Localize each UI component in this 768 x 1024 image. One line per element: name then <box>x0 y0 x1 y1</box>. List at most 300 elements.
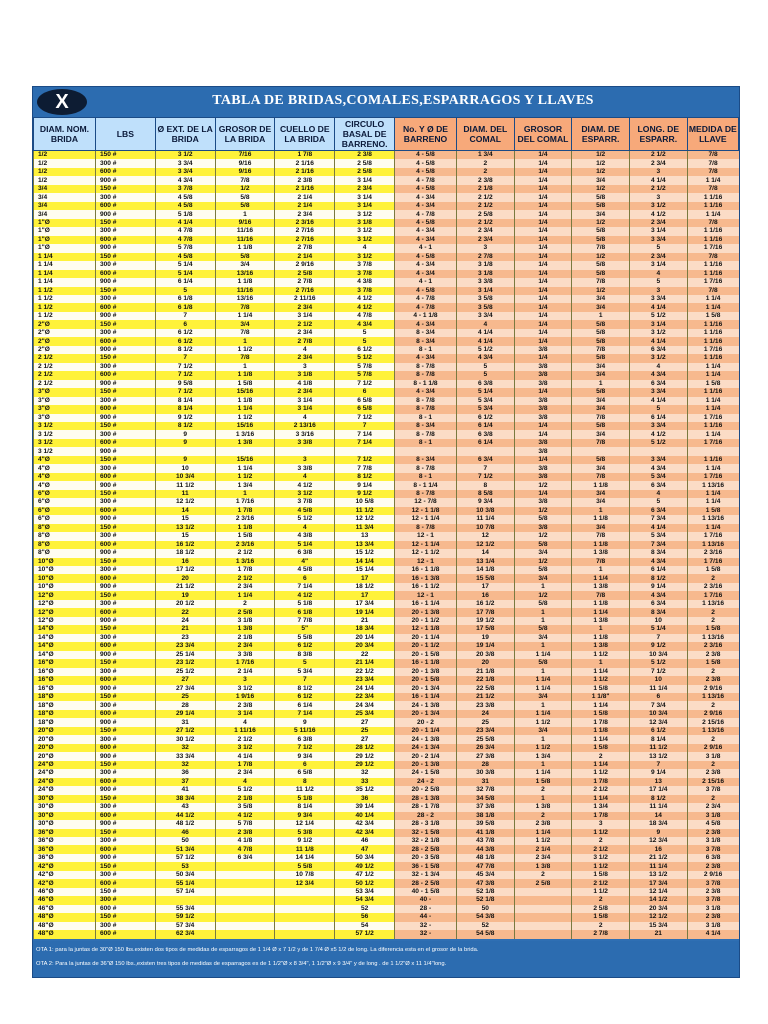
table-cell: 11/16 <box>215 287 275 295</box>
table-cell: 24"Ø <box>34 778 96 786</box>
table-cell: 1/4 <box>514 219 572 227</box>
table-cell: 1 1/4 <box>687 210 738 218</box>
table-cell: 17 3/4 <box>335 600 395 608</box>
table-cell <box>629 447 687 455</box>
table-cell: 600 # <box>95 642 155 650</box>
table-cell: 28 <box>155 701 215 709</box>
table-cell: 2 15/16 <box>687 718 738 726</box>
table-cell: 3 3/4 <box>155 168 215 176</box>
table-cell: 6 1/2 <box>275 693 335 701</box>
table-cell: 14 1/4 <box>335 558 395 566</box>
table-cell: 1 1/16 <box>687 236 738 244</box>
table-cell: 9 1/4 <box>629 769 687 777</box>
table-cell: 35 1/2 <box>335 786 395 794</box>
table-cell: 4 - 3/4 <box>395 261 457 269</box>
table-cell: 4 1/2 <box>335 295 395 303</box>
table-cell: 30"Ø <box>34 820 96 828</box>
table-cell: 3/8 <box>514 371 572 379</box>
table-cell: 1/4 <box>514 168 572 176</box>
table-cell: 1 1/2 <box>34 312 96 320</box>
table-cell: 2 1/16 <box>275 159 335 167</box>
table-cell: 2 3/4 <box>275 388 335 396</box>
table-cell: 5 7/8 <box>335 371 395 379</box>
table-cell: 18 1/2 <box>155 549 215 557</box>
table-cell: 9 3/4 <box>456 498 514 506</box>
table-cell: 1 1/4 <box>215 464 275 472</box>
table-cell: 6 5/8 <box>275 769 335 777</box>
table-cell: 1 <box>514 701 572 709</box>
table-cell: 1 1/8 <box>572 541 630 549</box>
table-cell: 900 # <box>95 651 155 659</box>
table-cell: 4 3/4 <box>629 591 687 599</box>
table-cell: 3 1/4 <box>335 193 395 201</box>
table-cell: 3 1/2 <box>34 430 96 438</box>
table-cell: 9 1/4 <box>335 481 395 489</box>
table-cell: 22 3/4 <box>335 693 395 701</box>
table-cell: 1 13/16 <box>687 634 738 642</box>
table-row <box>34 244 739 252</box>
table-cell: 2 1/2 <box>34 363 96 371</box>
table-cell: 2 9/16 <box>275 261 335 269</box>
table-cell: 8 - 7/8 <box>395 405 457 413</box>
table-cell: 3 7/8 <box>335 270 395 278</box>
table-row <box>34 151 739 160</box>
table-cell: 20 - 2 <box>395 718 457 726</box>
table-cell: 1/4 <box>514 176 572 184</box>
table-cell: 8 1/4 <box>155 397 215 405</box>
table-cell: 1 1/2 <box>572 676 630 684</box>
table-cell: 1 <box>215 490 275 498</box>
table-row <box>34 227 739 235</box>
table-cell: 600 # <box>95 541 155 549</box>
table-cell: 4 - 7/8 <box>395 176 457 184</box>
table-cell: 25 <box>155 693 215 701</box>
table-cell: 54 3/8 <box>456 913 514 921</box>
table-cell: 300 # <box>95 769 155 777</box>
table-cell: 6"Ø <box>34 490 96 498</box>
table-cell: 23 3/8 <box>456 701 514 709</box>
table-row <box>34 295 739 303</box>
table-cell: 18 3/4 <box>629 820 687 828</box>
table-cell: 2 <box>456 168 514 176</box>
table-cell: 2 1/4 <box>275 193 335 201</box>
table-cell: 3/4 <box>514 693 572 701</box>
table-cell: 300 # <box>95 329 155 337</box>
table-cell: 3 1/8 <box>335 219 395 227</box>
table-cell: 600 # <box>95 405 155 413</box>
table-cell: 39 1/4 <box>335 803 395 811</box>
table-cell: 1 1/4 <box>572 701 630 709</box>
table-cell: 2 3/4 <box>275 303 335 311</box>
table-cell: 14 1/4 <box>275 854 335 862</box>
table-cell: 4 - 5/8 <box>395 185 457 193</box>
table-cell: 1 7/8 <box>572 812 630 820</box>
table-cell: 1 1/4 <box>687 295 738 303</box>
table-cell: 20 - 1 3/4 <box>395 710 457 718</box>
table-cell: 10 3/4 <box>629 710 687 718</box>
table-cell: 8 <box>456 481 514 489</box>
header-stud-diam: DIAM. DE ESPARR. <box>572 118 630 151</box>
table-cell: 900 # <box>95 210 155 218</box>
table-cell: 600 # <box>95 202 155 210</box>
table-cell: 5/8 <box>514 625 572 633</box>
table-cell: 2 3/4 <box>456 227 514 235</box>
table-cell: 3 3/8 <box>456 278 514 286</box>
table-cell: 3 <box>629 287 687 295</box>
table-cell <box>514 896 572 904</box>
table-cell: 3 <box>572 820 630 828</box>
table-cell <box>155 447 215 455</box>
table-cell: 2 3/4 <box>629 219 687 227</box>
table-cell: 8 1/2 <box>275 685 335 693</box>
table-cell <box>275 896 335 904</box>
table-cell: 5/8 <box>572 227 630 235</box>
table-cell: 5 <box>155 287 215 295</box>
table-cell: 1/4 <box>514 388 572 396</box>
table-cell: 2 3/8 <box>687 676 738 684</box>
table-cell: 1 <box>215 210 275 218</box>
table-cell: 27 <box>335 718 395 726</box>
table-cell: 17 1/4 <box>629 786 687 794</box>
table-cell: 52 1/8 <box>456 888 514 896</box>
table-cell: 300 # <box>95 464 155 472</box>
table-cell: 21 <box>155 625 215 633</box>
table-cell: 4" <box>275 558 335 566</box>
table-cell: 1 1/4 <box>572 735 630 743</box>
table-cell: 12"Ø <box>34 591 96 599</box>
table-cell: 2 3/4 <box>629 159 687 167</box>
table-cell: 2 1/2 <box>629 151 687 160</box>
table-row <box>34 862 739 870</box>
table-cell: 5 3/4 <box>275 668 335 676</box>
table-cell: 24 - 1 3/8 <box>395 735 457 743</box>
table-cell: 13 <box>335 532 395 540</box>
table-cell: 600 # <box>95 812 155 820</box>
table-cell: 11 1/2 <box>275 786 335 794</box>
table-cell: 1/4 <box>514 236 572 244</box>
table-cell: 1 1/2 <box>34 287 96 295</box>
table-cell: 600 # <box>95 303 155 311</box>
table-cell: 16"Ø <box>34 676 96 684</box>
table-cell: 36 - 1 5/8 <box>395 862 457 870</box>
table-cell: 300 # <box>95 261 155 269</box>
table-cell: 12 1/2 <box>456 541 514 549</box>
table-cell: 3 1/8 <box>456 261 514 269</box>
table-cell: 12"Ø <box>34 600 96 608</box>
table-cell: 7 1/2 <box>155 363 215 371</box>
table-row <box>34 854 739 862</box>
table-cell: 15/16 <box>215 422 275 430</box>
table-cell: 49 1/2 <box>335 862 395 870</box>
table-cell: 42 3/4 <box>335 820 395 828</box>
table-cell: 34 5/8 <box>456 795 514 803</box>
table-cell: 23 1/2 <box>155 659 215 667</box>
table-row <box>34 837 739 845</box>
table-cell: 22 1/2 <box>335 668 395 676</box>
table-cell: 25 <box>456 718 514 726</box>
table-cell: 2 7/16 <box>275 227 335 235</box>
table-row <box>34 549 739 557</box>
table-row <box>34 481 739 489</box>
table-row <box>34 913 739 921</box>
table-cell: 1 1/4 <box>514 651 572 659</box>
table-cell: 16"Ø <box>34 685 96 693</box>
table-cell: 10 7/8 <box>275 871 335 879</box>
table-cell: 900 # <box>95 176 155 184</box>
table-cell: 48"Ø <box>34 930 96 938</box>
table-cell: 9 1/2 <box>335 490 395 498</box>
table-cell: 2 3/4 <box>275 329 335 337</box>
table-cell: 42 3/4 <box>335 829 395 837</box>
table-cell: 2 <box>572 837 630 845</box>
table-cell: 1 1/4 <box>215 312 275 320</box>
table-cell: 7 1/2 <box>335 456 395 464</box>
table-cell: 2 3/4 <box>215 583 275 591</box>
table-cell: 3 3/4 <box>629 422 687 430</box>
table-cell: 52 <box>456 922 514 930</box>
table-cell: 2 5/8 <box>335 159 395 167</box>
table-cell: 1 13/16 <box>687 515 738 523</box>
table-cell: 1/4 <box>514 193 572 201</box>
table-cell: 3 1/8 <box>456 270 514 278</box>
table-cell: 300 # <box>95 363 155 371</box>
table-row <box>34 803 739 811</box>
table-cell: 4 <box>456 320 514 328</box>
table-cell: 7 1/2 <box>335 414 395 422</box>
table-cell: 3 1/4 <box>335 202 395 210</box>
table-cell: 1 3/8 <box>215 625 275 633</box>
table-cell: 1/4 <box>514 456 572 464</box>
table-cell <box>514 913 572 921</box>
flange-table <box>33 117 739 939</box>
table-cell: 4 <box>629 270 687 278</box>
table-cell: 2 3/8 <box>456 176 514 184</box>
table-cell: 1/4 <box>514 185 572 193</box>
table-cell: 16 - 1 1/2 <box>395 583 457 591</box>
table-cell: 13 3/4 <box>335 541 395 549</box>
logo-icon: X <box>37 89 87 115</box>
table-cell: 3 7/8 <box>275 498 335 506</box>
table-cell: 4 1/2 <box>275 591 335 599</box>
table-cell: 600 # <box>95 168 155 176</box>
table-cell: 5 3/4 <box>629 473 687 481</box>
table-cell: 15 <box>155 515 215 523</box>
table-cell: 4 - 5/8 <box>395 159 457 167</box>
table-cell: 300 # <box>95 803 155 811</box>
table-cell: 45 3/4 <box>456 871 514 879</box>
table-cell: 1 1/8 <box>215 244 275 252</box>
table-cell: 19 <box>456 634 514 642</box>
table-cell: 7/8 <box>572 558 630 566</box>
table-cell: 4 - 3/4 <box>395 320 457 328</box>
table-cell: 20 - 1 3/8 <box>395 668 457 676</box>
table-cell: 5 <box>629 405 687 413</box>
table-cell: 7/8 <box>572 414 630 422</box>
table-cell: 300 # <box>95 735 155 743</box>
table-cell: 8 - 1 1/8 <box>395 380 457 388</box>
table-cell: 1 5/8 <box>572 710 630 718</box>
table-cell: 44 1/2 <box>155 812 215 820</box>
table-cell: 3 1/8 <box>275 371 335 379</box>
table-cell: 6 3/4 <box>629 507 687 515</box>
table-cell: 600 # <box>95 845 155 853</box>
table-cell: 6 1/8 <box>155 303 215 311</box>
table-cell: 9 <box>275 718 335 726</box>
table-cell: 7 1/2 <box>155 371 215 379</box>
table-cell: 1 1/4 <box>687 363 738 371</box>
table-cell: 6 1/2 <box>275 642 335 650</box>
table-cell: 1 1/2 <box>215 473 275 481</box>
table-cell: 37 <box>155 778 215 786</box>
table-cell: 9 <box>155 439 215 447</box>
table-row <box>34 397 739 405</box>
table-cell: 3 5/8 <box>456 295 514 303</box>
table-cell: 3/8 <box>514 414 572 422</box>
table-cell: 1 <box>572 312 630 320</box>
table-cell: 5 1/4 <box>155 270 215 278</box>
table-cell: 1 7/8 <box>572 778 630 786</box>
table-cell: 1/4 <box>514 337 572 345</box>
table-cell: 1/4 <box>514 320 572 328</box>
table-cell: 5/8 <box>215 202 275 210</box>
table-cell: 1 1/2 <box>572 769 630 777</box>
table-cell: 2 <box>572 752 630 760</box>
table-cell: 25 3/4 <box>335 710 395 718</box>
table-row <box>34 668 739 676</box>
table-cell: 1 3/8 <box>572 549 630 557</box>
table-row <box>34 778 739 786</box>
table-cell: 11 1/4 <box>629 685 687 693</box>
table-cell: 7 1/2 <box>456 473 514 481</box>
table-cell: 11 1/4 <box>629 803 687 811</box>
table-cell: 1 7/16 <box>687 278 738 286</box>
table-cell <box>215 888 275 896</box>
table-cell: 20 1/2 <box>155 600 215 608</box>
table-row <box>34 651 739 659</box>
table-cell: 1/4 <box>514 278 572 286</box>
table-cell: 21 <box>335 617 395 625</box>
table-cell: 4 - 3/4 <box>395 270 457 278</box>
table-cell: 19 1/4 <box>456 642 514 650</box>
table-cell: 14 1/8 <box>456 566 514 574</box>
table-cell: 4 - 5/8 <box>395 287 457 295</box>
table-cell: 2 1/2 <box>215 549 275 557</box>
note-1: OTA 1: para la juntas de 30"Ø 150 lbs.existen dos tipos de medidas de esparragos de 1 1/4 Ø x 7 1/2 y de 1 7/4 Ø x5 1/2 de long. La diferencia esta en el grosor de la brida. <box>36 947 479 953</box>
table-cell: 3 <box>456 244 514 252</box>
table-cell: 19 1/2 <box>456 617 514 625</box>
table-cell: 28 - 2 <box>395 812 457 820</box>
table-cell: 4 1/4 <box>629 176 687 184</box>
table-cell: 4 <box>215 778 275 786</box>
table-cell: 5" <box>275 625 335 633</box>
table-cell: 5 1/4 <box>275 541 335 549</box>
table-cell: 1 1/4 <box>687 498 738 506</box>
table-row <box>34 820 739 828</box>
table-cell: 12"Ø <box>34 608 96 616</box>
table-cell: 3 1/2 <box>629 354 687 362</box>
table-cell: 900 # <box>95 820 155 828</box>
table-cell: 4 - 3/4 <box>395 202 457 210</box>
table-cell: 3 1/4 <box>335 176 395 184</box>
table-cell: 32 - <box>395 922 457 930</box>
table-cell: 5 3/4 <box>456 405 514 413</box>
table-cell: 9 1/2 <box>155 414 215 422</box>
table-cell: 6 1/8 <box>275 608 335 616</box>
table-cell: 12 1/2 <box>335 515 395 523</box>
table-cell: 2 3/4 <box>215 769 275 777</box>
table-cell: 2 3/4 <box>687 803 738 811</box>
table-cell: 1 1/2 <box>514 744 572 752</box>
table-cell: 56 <box>335 913 395 921</box>
table-cell: 9 3/4 <box>275 752 335 760</box>
table-cell: 1 1/8 <box>572 634 630 642</box>
table-cell: 8 3/8 <box>275 651 335 659</box>
table-cell: 3/8 <box>514 439 572 447</box>
table-cell: 2 9/16 <box>687 871 738 879</box>
table-cell: 3/4 <box>572 464 630 472</box>
table-cell: 40 1/4 <box>335 812 395 820</box>
table-cell: 2 3/4 <box>335 185 395 193</box>
table-cell: 6 3/8 <box>456 430 514 438</box>
table-cell: 6 1/4 <box>155 278 215 286</box>
table-cell: 4 1/4 <box>629 397 687 405</box>
table-cell: 3 7/8 <box>687 896 738 904</box>
table-cell: 8 - 7/8 <box>395 524 457 532</box>
table-cell: 23 3/4 <box>155 642 215 650</box>
table-cell: 1 3/4 <box>514 752 572 760</box>
table-cell: 10 3/4 <box>155 473 215 481</box>
table-cell: 14 <box>155 507 215 515</box>
table-cell: 5 1/4 <box>155 261 215 269</box>
table-cell: 3 1/2 <box>34 447 96 455</box>
table-cell: 15/16 <box>215 388 275 396</box>
table-cell: 4"Ø <box>34 464 96 472</box>
table-cell: 6 1/4 <box>456 439 514 447</box>
header-bolt-circle: CIRCULO BASAL DE BARRENO. <box>335 118 395 151</box>
table-cell: 8 - 1 <box>395 346 457 354</box>
table-cell: 7/8 <box>687 219 738 227</box>
table-cell: 2 <box>514 812 572 820</box>
table-cell: 1 1/4 <box>687 405 738 413</box>
table-cell: 3 3/4 <box>155 159 215 167</box>
table-cell: 9 1/2 <box>629 642 687 650</box>
table-cell: 1 1/4 <box>687 490 738 498</box>
table-cell: 36"Ø <box>34 829 96 837</box>
table-cell: 7 1/2 <box>335 380 395 388</box>
table-cell: 900 # <box>95 312 155 320</box>
table-cell: 1/2 <box>34 159 96 167</box>
table-cell: 4 1/4 <box>215 752 275 760</box>
table-cell: 13 <box>629 778 687 786</box>
table-cell: 4 - 1 1/8 <box>395 312 457 320</box>
table-cell: 3 1/8 <box>687 837 738 845</box>
table-cell: 2 1/2 <box>456 202 514 210</box>
table-cell: 42"Ø <box>34 862 96 870</box>
table-cell: 1/4 <box>514 303 572 311</box>
table-cell: 1 13/16 <box>687 541 738 549</box>
table-cell: 4 3/8 <box>335 278 395 286</box>
table-row <box>34 786 739 794</box>
header-gasket-thickness: GROSOR DEL COMAL <box>514 118 572 151</box>
table-cell: 11 1/2 <box>155 481 215 489</box>
table-cell: 7/8 <box>572 439 630 447</box>
table-cell: 2 3/4 <box>514 854 572 862</box>
table-cell: 32 - <box>395 930 457 938</box>
table-cell: 4 3/4 <box>155 176 215 184</box>
header-lbs: LBS <box>95 118 155 151</box>
table-cell: 2 1/16 <box>275 185 335 193</box>
table-cell: 4 5/8 <box>275 566 335 574</box>
